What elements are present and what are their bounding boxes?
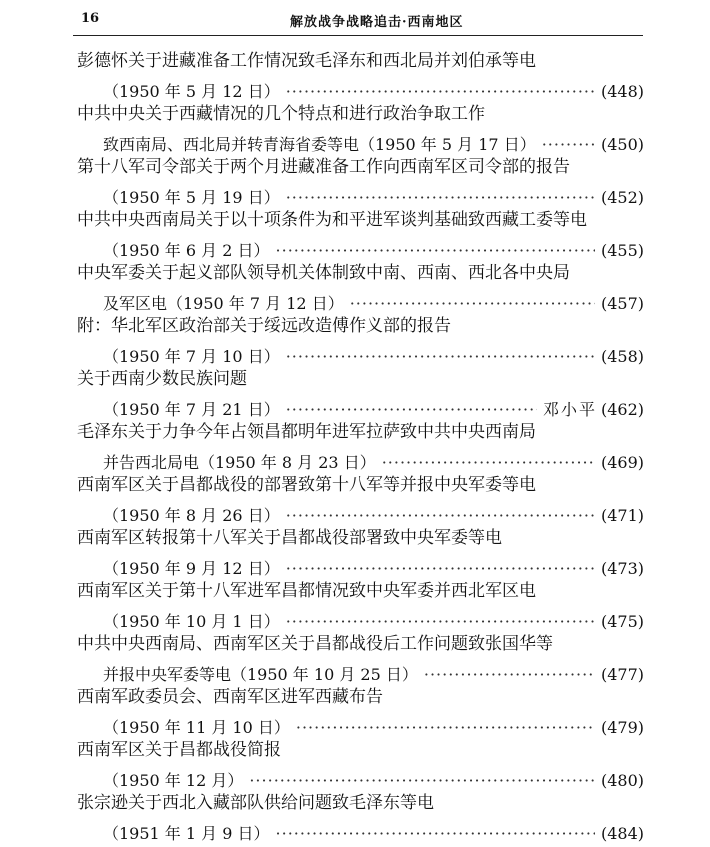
leader-dots xyxy=(276,241,595,261)
toc-page-number: (473) xyxy=(600,559,644,578)
leader-dots xyxy=(350,294,595,314)
leader-dots xyxy=(382,453,595,473)
toc-entry-date: （1950 年 7 月 21 日） xyxy=(103,400,280,419)
toc-entry-date: （1950 年 12 月） xyxy=(103,771,244,790)
toc-entry-title: 中共中央西南局、西南军区关于昌都战役后工作问题致张国华等 xyxy=(77,634,553,654)
toc-page-number: (458) xyxy=(600,347,644,366)
leader-dots xyxy=(286,612,595,632)
toc-entry-date: 及军区电（1950 年 7 月 12 日） xyxy=(103,294,344,313)
toc-entry-title: 西南军区关于第十八军进军昌都情况致中央军委并西北军区电 xyxy=(77,581,536,601)
toc-entry-date: （1950 年 9 月 12 日） xyxy=(103,559,280,578)
toc-page-number: (457) xyxy=(600,294,644,313)
toc-entry-detail xyxy=(103,557,644,579)
toc-page-number: (477) xyxy=(600,665,644,684)
toc-entry-detail xyxy=(103,716,644,738)
toc-entry-date: （1951 年 1 月 9 日） xyxy=(103,824,270,843)
toc-entry-detail xyxy=(103,398,644,420)
toc-entry-date: （1950 年 5 月 19 日） xyxy=(103,188,280,207)
toc-entry-detail xyxy=(103,345,644,367)
toc-page-number: (469) xyxy=(600,453,644,472)
leader-dots xyxy=(286,347,595,367)
running-header-title: 解放战争战略追击·西南地区 xyxy=(290,15,464,30)
toc-entry-author: 邓小平 xyxy=(542,400,597,419)
toc-entry-date: （1950 年 6 月 2 日） xyxy=(103,241,270,260)
leader-dots xyxy=(286,506,595,526)
leader-dots xyxy=(286,82,595,102)
toc-entry-title: 关于西南少数民族问题 xyxy=(77,369,247,389)
leader-dots xyxy=(424,665,595,685)
toc-page-number: (479) xyxy=(600,718,644,737)
toc-entry-detail xyxy=(103,822,644,844)
toc-entry-date: 并报中央军委等电（1950 年 10 月 25 日） xyxy=(103,665,418,684)
toc-entry-date: 并告西北局电（1950 年 8 月 23 日） xyxy=(103,453,376,472)
toc-entry-detail xyxy=(103,504,644,526)
toc-entry-title: 附：华北军区政治部关于绥远改造傅作义部的报告 xyxy=(77,316,451,336)
toc-entry-detail xyxy=(103,239,644,261)
toc-page-number: (484) xyxy=(600,824,644,843)
toc-entry-title: 毛泽东关于力争今年占领昌都明年进军拉萨致中共中央西南局 xyxy=(77,422,536,442)
toc-entry-date: （1950 年 5 月 12 日） xyxy=(103,82,280,101)
leader-dots xyxy=(542,135,595,155)
toc-entry-date: （1950 年 11 月 10 日） xyxy=(103,718,290,737)
leader-dots xyxy=(276,824,595,844)
toc-entry-title: 中共中央关于西藏情况的几个特点和进行政治争取工作 xyxy=(77,104,485,124)
toc-entry-title: 西南军区关于昌都战役的部署致第十八军等并报中央军委等电 xyxy=(77,475,536,495)
toc-page-number: (450) xyxy=(600,135,644,154)
toc-entry-title: 西南军政委员会、西南军区进军西藏布告 xyxy=(77,687,383,707)
toc-entry-title: 彭德怀关于进藏准备工作情况致毛泽东和西北局并刘伯承等电 xyxy=(77,51,536,71)
toc-page-number: (480) xyxy=(600,771,644,790)
leader-dots xyxy=(286,400,537,420)
toc-page-number: (455) xyxy=(600,241,644,260)
toc-page-number: (448) xyxy=(600,82,644,101)
toc-entry-detail xyxy=(103,769,644,791)
leader-dots xyxy=(249,771,595,791)
toc-entry-detail xyxy=(103,292,644,314)
toc-entry-title: 中央军委关于起义部队领导机关体制致中南、西南、西北各中央局 xyxy=(77,263,570,283)
toc-entry-detail xyxy=(103,610,644,632)
toc-entry-title: 中共中央西南局关于以十项条件为和平进军谈判基础致西藏工委等电 xyxy=(77,210,587,230)
toc-entry-detail xyxy=(103,133,644,155)
toc-page-number: (452) xyxy=(600,188,644,207)
toc-entry-detail xyxy=(103,80,644,102)
leader-dots xyxy=(286,559,595,579)
toc-entry-date: （1950 年 7 月 10 日） xyxy=(103,347,280,366)
toc-entry-date: 致西南局、西北局并转青海省委等电（1950 年 5 月 17 日） xyxy=(103,135,536,154)
toc-page-number: (471) xyxy=(600,506,644,525)
toc-entry-title: 张宗逊关于西北入藏部队供给问题致毛泽东等电 xyxy=(77,793,434,813)
page-number: 16 xyxy=(81,11,100,26)
toc-entry-detail xyxy=(103,663,644,685)
toc-entry-title: 第十八军司令部关于两个月进藏准备工作向西南军区司令部的报告 xyxy=(77,157,570,177)
toc-entry-date: （1950 年 8 月 26 日） xyxy=(103,506,280,525)
leader-dots xyxy=(296,718,595,738)
toc-entry-detail xyxy=(103,451,644,473)
toc-entry-title: 西南军区转报第十八军关于昌都战役部署致中央军委等电 xyxy=(77,528,502,548)
toc-page-number: (475) xyxy=(600,612,644,631)
toc-entry-date: （1950 年 10 月 1 日） xyxy=(103,612,280,631)
leader-dots xyxy=(286,188,595,208)
toc-entry-title: 西南军区关于昌都战役简报 xyxy=(77,740,281,760)
toc-page-number: (462) xyxy=(600,400,644,419)
toc-entry-detail xyxy=(103,186,644,208)
